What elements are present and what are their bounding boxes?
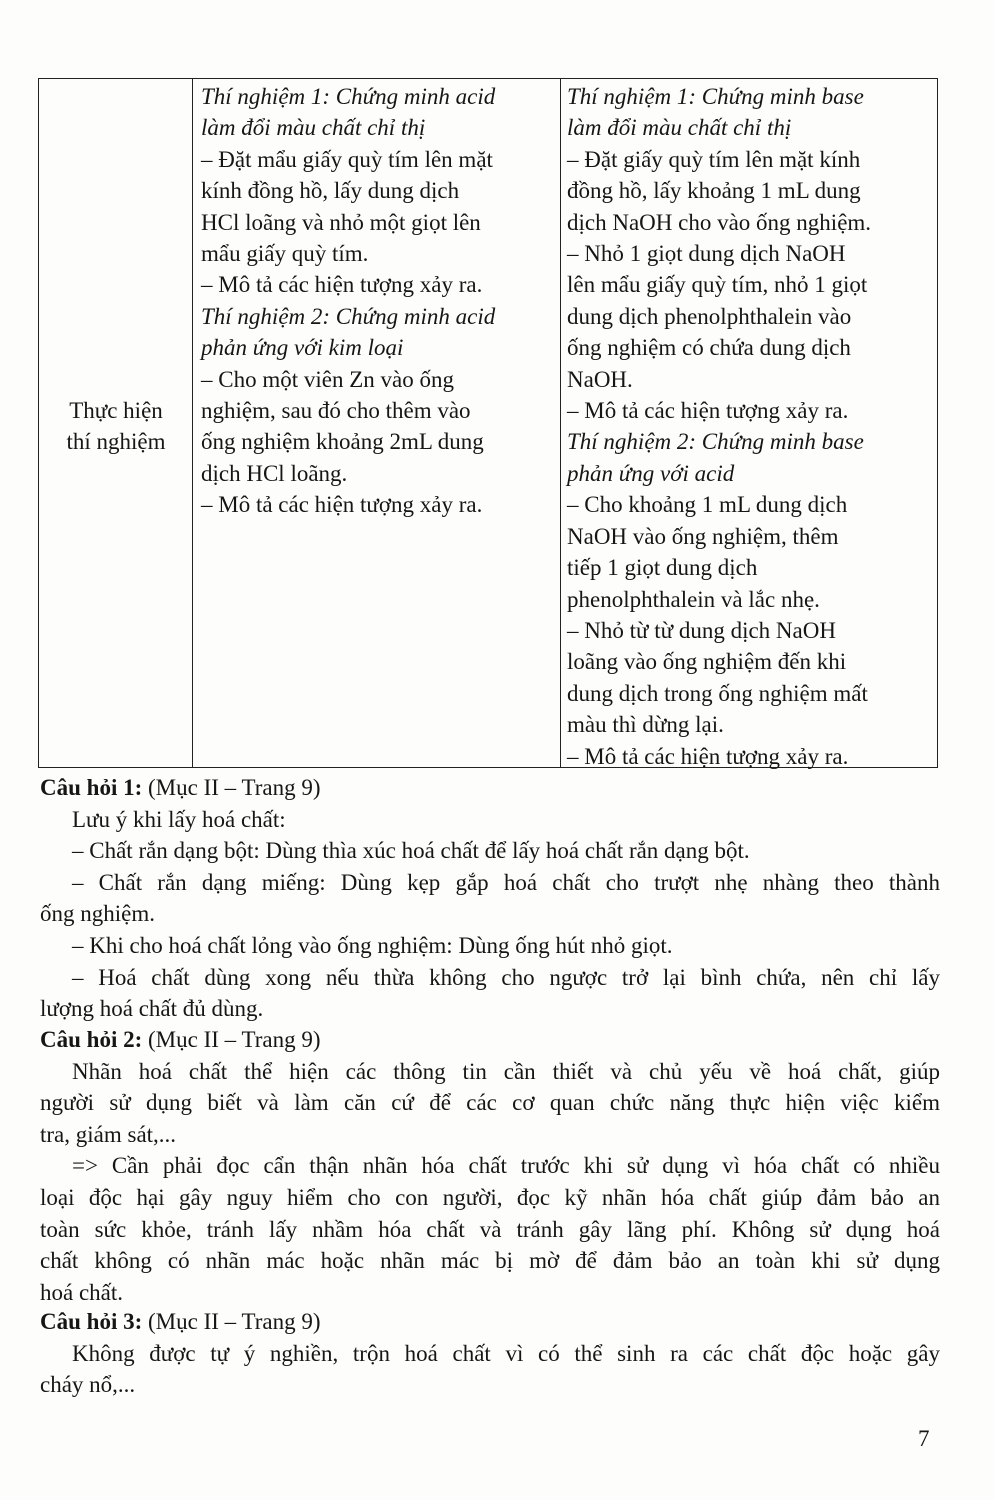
answer-line: Lưu ý khi lấy hoá chất: [72, 806, 286, 832]
experiment-step-line: NaOH vào ống nghiệm, thêm [567, 523, 839, 549]
experiment-heading-line: Thí nghiệm 1: Chứng minh acid [201, 84, 496, 109]
answer-line: – Chất rắn dạng miếng: Dùng kẹp gắp hoá chất cho trượt nhẹ nhàng theo thành [72, 869, 940, 895]
question-label: Câu hỏi 3: [40, 1309, 143, 1334]
acid-cell [193, 79, 561, 767]
experiment-step-line: mẩu giấy quỳ tím. [201, 241, 369, 267]
question-title [40, 772, 940, 804]
answer-line: loại độc hại gây nguy hiểm cho con người, đọc kỹ nhãn hóa chất giúp đảm bảo an [40, 1184, 940, 1210]
experiment-step-line: – Mô tả các hiện tượng xảy ra. [567, 743, 849, 769]
answer-line: – Hoá chất dùng xong nếu thừa không cho ngược trở lại bình chứa, nên chỉ lấy [72, 964, 940, 990]
experiment-heading-line: Thí nghiệm 1: Chứng minh base [567, 84, 864, 109]
experiment-step-line: HCl loãng và nhỏ một giọt lên [201, 209, 481, 235]
answer-line: – Khi cho hoá chất lỏng vào ống nghiệm: Dùng ống hút nhỏ giọt. [72, 932, 673, 958]
answer-line: lượng hoá chất đủ dùng. [40, 996, 264, 1022]
experiment-step-line: – Nhỏ từ từ dung dịch NaOH [567, 617, 836, 643]
experiment-step-line: – Đặt giấy quỳ tím lên mặt kính [567, 146, 861, 172]
question-reference: (Mục II – Trang 9) [142, 1309, 321, 1334]
answer-line: tra, giám sát,... [40, 1121, 177, 1147]
experiment-step-line: NaOH. [567, 366, 633, 392]
experiment-step-line: – Đặt mẩu giấy quỳ tím lên mặt [201, 146, 493, 172]
experiment-heading-line: làm đổi màu chất chỉ thị [567, 115, 792, 141]
experiment-step-line: lên mẩu giấy quỳ tím, nhỏ 1 giọt [567, 272, 868, 298]
question-3 [40, 1306, 940, 1401]
acid-cell-text [201, 81, 495, 521]
experiment-step-line: loãng vào ống nghiệm đến khi [567, 649, 847, 675]
experiment-step-line: đồng hồ, lấy khoảng 1 mL dung [567, 178, 861, 204]
experiment-step-line: – Cho một viên Zn vào ống [201, 366, 454, 392]
question-title [40, 1306, 940, 1338]
question-label: Câu hỏi 1: [40, 775, 143, 800]
experiment-heading-line: Thí nghiệm 2: Chứng minh acid [201, 303, 496, 329]
experiment-step-line: – Cho khoảng 1 mL dung dịch [567, 492, 848, 518]
experiment-heading-line: làm đổi màu chất chỉ thị [201, 115, 426, 141]
experiment-step-line: màu thì dừng lại. [567, 712, 724, 738]
experiment-step-line: dung dịch trong ống nghiệm mất [567, 680, 868, 706]
experiment-step-line: kính đồng hồ, lấy dung dịch [201, 178, 460, 204]
row-label-line: Thực hiện [69, 398, 163, 423]
answer-line: => Cần phải đọc cẩn thận nhãn hóa chất trước khi sử dụng vì hóa chất có nhiều [72, 1153, 940, 1179]
question-title [40, 1024, 940, 1056]
question-reference: (Mục II – Trang 9) [142, 775, 321, 800]
experiment-step-line: dung dịch phenolphthalein vào [567, 303, 852, 329]
answer-line: cháy nổ,... [40, 1372, 136, 1398]
experiment-heading-line: phản ứng với kim loại [201, 335, 404, 361]
experiment-step-line: dịch HCl loãng. [201, 460, 348, 486]
experiment-step-line: nghiệm, sau đó cho thêm vào [201, 398, 471, 424]
base-cell [561, 79, 937, 767]
row-label-line: thí nghiệm [66, 429, 166, 455]
question-label: Câu hỏi 2: [40, 1027, 143, 1052]
experiment-step-line: ống nghiệm khoảng 2mL dung [201, 429, 484, 455]
experiment-table [38, 78, 938, 768]
row-label-cell [39, 79, 193, 767]
experiment-step-line: dịch NaOH cho vào ống nghiệm. [567, 209, 872, 235]
question-1 [40, 772, 940, 1025]
experiment-step-line: ống nghiệm có chứa dung dịch [567, 335, 851, 361]
experiment-heading-line: phản ứng với acid [567, 460, 735, 486]
experiment-step-line: – Mô tả các hiện tượng xảy ra. [201, 492, 483, 518]
page-number: 7 [918, 1426, 930, 1451]
experiment-step-line: – Mô tả các hiện tượng xảy ra. [201, 272, 483, 298]
answer-line: Không được tự ý nghiền, trộn hoá chất vì có thể sinh ra các chất độc hoặc gây [72, 1340, 940, 1366]
experiment-step-line: tiếp 1 giọt dung dịch [567, 555, 758, 581]
answer-line: hoá chất. [40, 1279, 124, 1305]
answer-line: Nhãn hoá chất thể hiện các thông tin cần thiết và chủ yếu về hoá chất, giúp [72, 1058, 940, 1084]
question-reference: (Mục II – Trang 9) [142, 1027, 321, 1052]
question-2 [40, 1024, 940, 1308]
experiment-heading-line: Thí nghiệm 2: Chứng minh base [567, 429, 864, 455]
experiment-step-line: – Mô tả các hiện tượng xảy ra. [567, 398, 849, 424]
base-cell-text [567, 81, 871, 772]
experiment-step-line: – Nhỏ 1 giọt dung dịch NaOH [567, 241, 846, 267]
answer-line: người sử dụng biết và làm căn cứ để các cơ quan chức năng thực hiện việc kiểm [40, 1090, 940, 1116]
answer-line: chất không có nhãn mác hoặc nhãn mác bị mờ để đảm bảo an toàn khi sử dụng [40, 1248, 940, 1274]
answer-line: toàn sức khỏe, tránh lấy nhầm hóa chất và tránh gây lãng phí. Không sử dụng hoá [40, 1216, 940, 1242]
experiment-step-line: phenolphthalein và lắc nhẹ. [567, 586, 820, 612]
answer-line: – Chất rắn dạng bột: Dùng thìa xúc hoá chất để lấy hoá chất rắn dạng bột. [72, 838, 750, 864]
answer-line: ống nghiệm. [40, 901, 155, 927]
row-label [39, 395, 193, 458]
